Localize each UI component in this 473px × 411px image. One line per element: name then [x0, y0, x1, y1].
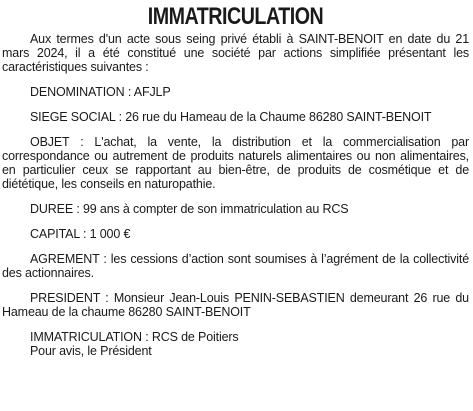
- capital-line: CAPITAL : 1 000 €: [30, 227, 131, 241]
- duree-line: DUREE : 99 ans à compter de son immatriculation au RCS: [30, 202, 349, 216]
- immatriculation-line: IMMATRICULATION : RCS de Poitiers: [30, 330, 239, 344]
- notice-title: IMMATRICULATION: [147, 3, 324, 30]
- siege-social-line: SIEGE SOCIAL : 26 rue du Hameau de la Chaume 86280 SAINT-BENOIT: [30, 110, 432, 124]
- denomination-line: DENOMINATION : AFJLP: [30, 85, 171, 99]
- president-paragraph: PRESIDENT : Monsieur Jean-Louis PENIN-SEBASTIEN demeurant 26 rue du Hameau de la chaume 86280 SAINT-BENOIT: [2, 291, 469, 319]
- signature-line: Pour avis, le Président: [30, 344, 152, 358]
- intro-paragraph: Aux termes d'un acte sous seing privé établi à SAINT-BENOIT en date du 21 mars 2024, il a été constitué une société par actions simplifiée présentant les caractéristiques suivantes :: [2, 32, 469, 74]
- agrement-paragraph: AGREMENT : les cessions d’action sont soumises à l’agrément de la collectivité des actionnaires.: [2, 252, 469, 280]
- objet-paragraph: OBJET : L'achat, la vente, la distribution et la commercialisation par correspondance ou autrement de produits naturels alimentaires ou non alimentaires, en particulier ceux se rapportant au bien-être, de produits de cosmétique et de diététique, les conseils en naturopathie.: [2, 135, 469, 191]
